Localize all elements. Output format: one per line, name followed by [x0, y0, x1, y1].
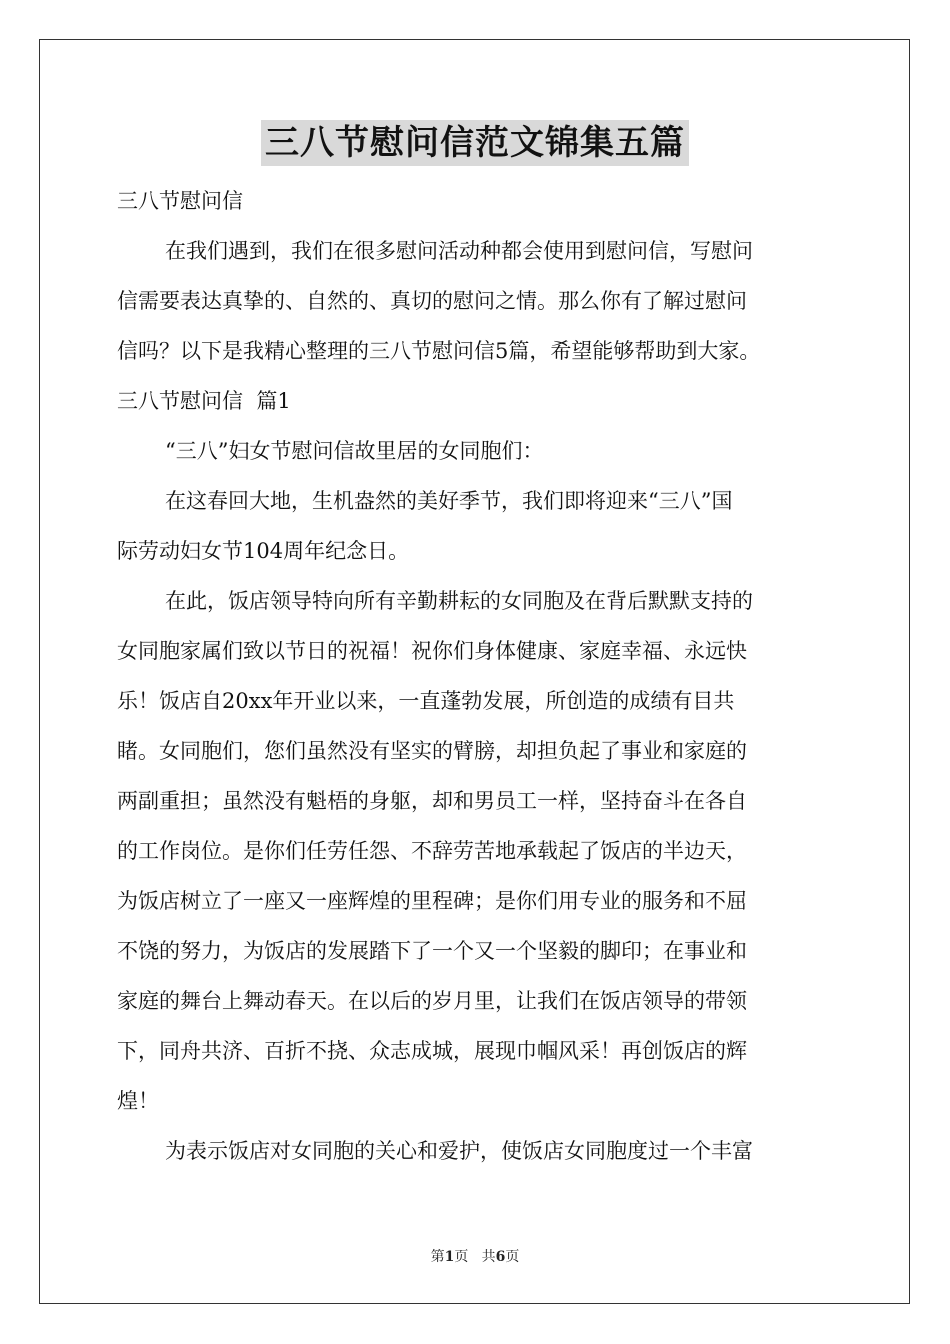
- para1-line-2: 际劳动妇女节104周年纪念日。: [117, 539, 410, 563]
- greeting: “三八”妇女节慰问信故里居的女同胞们：: [165, 439, 544, 463]
- document-title: 三八节慰问信范文锦集五篇: [261, 120, 689, 166]
- title-wrap: [117, 120, 833, 176]
- footer-mid: 页 共: [454, 1249, 496, 1265]
- subtitle: 三八节慰问信: [117, 189, 243, 213]
- intro-line-2: 信需要表达真挚的、自然的、真切的慰问之情。那么你有了解过慰问: [117, 289, 747, 313]
- para2-line-3: 乐！饭店自20xx年开业以来，一直蓬勃发展，所创造的成绩有目共: [117, 689, 735, 713]
- para2-line-9: 家庭的舞台上舞动春天。在以后的岁月里，让我们在饭店领导的带领: [117, 989, 747, 1013]
- para2-line-5: 两副重担；虽然没有魁梧的身躯，却和男员工一样，坚持奋斗在各自: [117, 789, 747, 813]
- para2-line-10: 下，同舟共济、百折不挠、众志成城，展现巾帼风采！再创饭店的辉: [117, 1039, 747, 1063]
- para2-line-1: 在此，饭店领导特向所有辛勤耕耘的女同胞及在背后默默支持的: [165, 589, 753, 613]
- footer-page-current: 1: [444, 1249, 455, 1265]
- intro-line-1: 在我们遇到，我们在很多慰问活动种都会使用到慰问信，写慰问: [165, 239, 753, 263]
- para2-line-6: 的工作岗位。是你们任劳任怨、不辞劳苦地承载起了饭店的半边天，: [117, 839, 747, 863]
- document-body: [117, 120, 833, 1176]
- para1-line-1: 在这春回大地，生机盎然的美好季节，我们即将迎来“三八”国: [165, 489, 733, 513]
- para2-line-7: 为饭店树立了一座又一座辉煌的里程碑；是你们用专业的服务和不屈: [117, 889, 747, 913]
- para2-line-4: 睹。女同胞们，您们虽然没有坚实的臂膀，却担负起了事业和家庭的: [117, 739, 747, 763]
- section-heading: 三八节慰问信 篇1: [117, 389, 291, 413]
- footer-prefix: 第: [430, 1249, 445, 1265]
- footer-suffix: 页: [505, 1249, 520, 1265]
- page-footer: [0, 1246, 950, 1266]
- para2-line-8: 不饶的努力，为饭店的发展踏下了一个又一个坚毅的脚印；在事业和: [117, 939, 747, 963]
- para3-line-1: 为表示饭店对女同胞的关心和爱护，使饭店女同胞度过一个丰富: [165, 1139, 753, 1163]
- para2-line-2: 女同胞家属们致以节日的祝福！祝你们身体健康、家庭幸福、永远快: [117, 639, 747, 663]
- intro-line-3: 信吗？以下是我精心整理的三八节慰问信5篇，希望能够帮助到大家。: [117, 339, 761, 363]
- footer-page-total: 6: [495, 1249, 506, 1265]
- para2-line-11: 煌！: [117, 1089, 159, 1113]
